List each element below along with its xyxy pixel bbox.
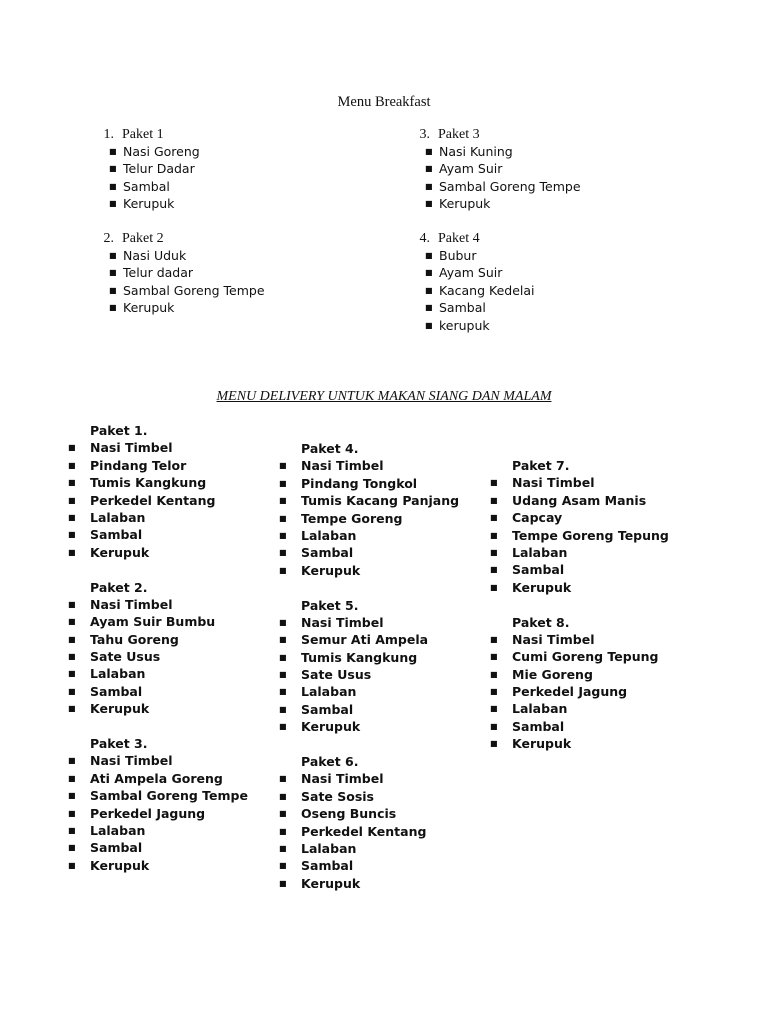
bullet-icon: ■ — [490, 652, 498, 662]
breakfast-item-list — [410, 247, 535, 334]
bullet-icon: ■ — [279, 461, 287, 471]
list-item: ■ Perkedel Kentang — [68, 492, 216, 508]
bullet-icon: ■ — [425, 268, 433, 278]
breakfast-package-name: Paket 3 — [438, 127, 480, 142]
delivery-title: MENU DELIVERY UNTUK MAKAN SIANG DAN MALAM — [216, 389, 552, 404]
list-item: ■ Nasi Timbel — [490, 631, 595, 647]
delivery-item-list — [279, 457, 499, 579]
list-item: ■ Sambal — [109, 178, 170, 194]
breakfast-item-list — [410, 143, 581, 213]
delivery-column-3 — [490, 457, 710, 753]
list-item: ■ Semur Ati Ampela — [279, 632, 429, 648]
bullet-icon: ■ — [68, 791, 76, 801]
breakfast-package-4 — [410, 230, 535, 334]
breakfast-package-header — [94, 230, 265, 247]
list-item: ■ Cumi Goreng Tepung — [490, 649, 659, 665]
bullet-icon: ■ — [68, 634, 76, 644]
delivery-package-name: Paket 5. — [301, 597, 359, 613]
bullet-icon: ■ — [109, 199, 117, 209]
list-item: ■ Sambal — [279, 858, 354, 874]
bullet-icon: ■ — [490, 530, 498, 540]
bullet-icon: ■ — [490, 478, 498, 488]
delivery-package-name: Paket 8. — [512, 614, 570, 630]
bullet-icon: ■ — [279, 478, 287, 488]
list-item: ■ Kerupuk — [279, 562, 361, 578]
bullet-icon: ■ — [279, 530, 287, 540]
bullet-icon: ■ — [425, 320, 433, 330]
list-item: ■ Sambal — [490, 718, 565, 734]
list-item: ■ Nasi Timbel — [279, 614, 384, 630]
breakfast-package-header — [410, 230, 535, 247]
bullet-icon: ■ — [279, 652, 287, 662]
bullet-icon: ■ — [68, 652, 76, 662]
breakfast-package-name: Paket 2 — [122, 231, 164, 246]
list-item: ■ Nasi Timbel — [279, 771, 384, 787]
list-item: ■ Sambal — [279, 545, 354, 561]
bullet-icon: ■ — [68, 460, 76, 470]
list-item: ■ Kerupuk — [279, 719, 361, 735]
bullet-icon: ■ — [109, 251, 117, 260]
bullet-icon: ■ — [279, 861, 287, 871]
bullet-icon: ■ — [425, 285, 433, 295]
bullet-icon: ■ — [490, 634, 498, 644]
breakfast-item-list — [94, 143, 200, 213]
bullet-icon: ■ — [279, 635, 287, 645]
delivery-package-3 — [68, 735, 288, 874]
delivery-package-name: Paket 1. — [90, 423, 148, 438]
list-item: ■ Oseng Buncis — [279, 806, 397, 822]
breakfast-package-number: 4. — [419, 231, 430, 246]
list-item: ■ Tahu Goreng — [68, 631, 179, 647]
delivery-package-name: Paket 3. — [90, 736, 148, 752]
delivery-package-5 — [279, 597, 499, 736]
breakfast-package-header — [94, 126, 200, 143]
delivery-item-list — [490, 474, 710, 596]
list-item: ■ Sambal — [68, 683, 143, 699]
bullet-icon: ■ — [279, 774, 287, 784]
bullet-icon: ■ — [68, 825, 76, 835]
list-item: ■ Sambal — [279, 701, 354, 717]
list-item: ■ Kerupuk — [490, 736, 572, 752]
bullet-icon: ■ — [490, 687, 498, 697]
delivery-item-list — [490, 631, 710, 753]
bullet-icon: ■ — [279, 670, 287, 680]
bullet-icon: ■ — [425, 147, 433, 156]
breakfast-package-3 — [410, 126, 581, 213]
bullet-icon: ■ — [425, 199, 433, 209]
list-item: ■ Sate Usus — [68, 649, 161, 665]
list-item: ■ Sambal — [425, 300, 486, 316]
list-item: ■ Nasi Goreng — [109, 144, 200, 159]
bullet-icon: ■ — [68, 530, 76, 540]
list-item: ■ Lalaban — [490, 701, 568, 717]
bullet-icon: ■ — [68, 478, 76, 488]
list-item: ■ Ayam Suir — [425, 265, 503, 281]
bullet-icon: ■ — [109, 268, 117, 278]
list-item: ■ Kerupuk — [68, 544, 150, 560]
delivery-package-name: Paket 6. — [301, 754, 359, 770]
delivery-package-name: Paket 2. — [90, 579, 148, 595]
list-item: ■ Lalaban — [279, 684, 357, 700]
list-item: ■ Lalaban — [68, 509, 146, 525]
list-item: ■ Sambal — [68, 840, 143, 856]
list-item: ■ Sambal Goreng Tempe — [425, 178, 581, 194]
breakfast-package-number: 1. — [103, 127, 114, 142]
bullet-icon: ■ — [279, 809, 287, 819]
list-item: ■ Ayam Suir Bumbu — [68, 614, 216, 630]
list-item: ■ Bubur — [425, 248, 477, 263]
bullet-icon: ■ — [279, 843, 287, 853]
delivery-column-2 — [279, 440, 499, 892]
list-item: ■ Tempe Goreng — [279, 510, 403, 526]
bullet-icon: ■ — [109, 164, 117, 174]
bullet-icon: ■ — [279, 687, 287, 697]
list-item: ■ Nasi Timbel — [68, 440, 173, 456]
list-item: ■ Lalaban — [68, 822, 146, 838]
bullet-icon: ■ — [109, 285, 117, 295]
bullet-icon: ■ — [490, 565, 498, 575]
breakfast-package-1 — [94, 126, 200, 213]
bullet-icon: ■ — [68, 669, 76, 679]
list-item: ■ Ati Ampela Goreng — [68, 770, 223, 786]
delivery-package-4 — [279, 440, 499, 579]
breakfast-package-name: Paket 4 — [438, 231, 480, 246]
bullet-icon: ■ — [490, 704, 498, 714]
bullet-icon: ■ — [490, 739, 498, 749]
list-item: ■ Telur Dadar — [109, 161, 195, 177]
bullet-icon: ■ — [425, 181, 433, 191]
breakfast-package-header — [410, 126, 581, 143]
breakfast-package-name: Paket 1 — [122, 127, 164, 142]
bullet-icon: ■ — [68, 843, 76, 853]
list-item: ■ Capcay — [490, 510, 563, 526]
delivery-package-8 — [490, 614, 710, 753]
list-item: ■ Udang Asam Manis — [490, 492, 647, 508]
bullet-icon: ■ — [279, 548, 287, 558]
list-item: ■ Nasi Uduk — [109, 248, 187, 263]
delivery-item-list — [68, 596, 288, 718]
list-item: ■ Ayam Suir — [425, 161, 503, 177]
list-item: ■ Kerupuk — [279, 875, 361, 891]
list-item: ■ Sambal Goreng Tempe — [68, 788, 248, 804]
bullet-icon: ■ — [279, 704, 287, 714]
list-item: ■ Tumis Kangkung — [279, 649, 418, 665]
bullet-icon: ■ — [490, 582, 498, 592]
breakfast-item-list — [94, 247, 265, 317]
list-item: ■ Sate Sosis — [279, 788, 374, 804]
list-item: ■ Kerupuk — [425, 196, 491, 212]
bullet-icon: ■ — [68, 860, 76, 870]
list-item: ■ Lalaban — [490, 544, 568, 560]
bullet-icon: ■ — [279, 878, 287, 888]
bullet-icon: ■ — [279, 565, 287, 575]
bullet-icon: ■ — [279, 513, 287, 523]
delivery-item-list — [279, 770, 499, 892]
list-item: ■ Kerupuk — [68, 701, 150, 717]
delivery-item-list — [68, 752, 288, 874]
bullet-icon: ■ — [279, 826, 287, 836]
list-item: ■ kerupuk — [425, 317, 490, 333]
list-item: ■ Nasi Timbel — [279, 458, 384, 474]
delivery-package-1 — [68, 422, 288, 561]
bullet-icon: ■ — [68, 686, 76, 696]
bullet-icon: ■ — [279, 617, 287, 627]
list-item: ■ Sambal — [490, 562, 565, 578]
delivery-item-list — [279, 614, 499, 736]
delivery-column-1 — [68, 422, 288, 874]
list-item: ■ Kerupuk — [68, 857, 150, 873]
list-item: ■ Nasi Timbel — [68, 753, 173, 769]
delivery-package-name: Paket 7. — [512, 458, 570, 473]
list-item: ■ Tumis Kangkung — [68, 475, 207, 491]
list-item: ■ Perkedel Jagung — [68, 805, 206, 821]
bullet-icon: ■ — [68, 599, 76, 609]
delivery-package-2 — [68, 579, 288, 718]
list-item: ■ Tumis Kacang Panjang — [279, 493, 460, 509]
list-item: ■ Kerupuk — [109, 300, 175, 316]
bullet-icon: ■ — [68, 495, 76, 505]
bullet-icon: ■ — [425, 303, 433, 313]
bullet-icon: ■ — [490, 495, 498, 505]
list-item: ■ Telur dadar — [109, 265, 194, 281]
bullet-icon: ■ — [490, 547, 498, 557]
list-item: ■ Pindang Tongkol — [279, 475, 418, 491]
bullet-icon: ■ — [68, 512, 76, 522]
bullet-icon: ■ — [279, 722, 287, 732]
list-item: ■ Lalaban — [279, 840, 357, 856]
bullet-icon: ■ — [425, 164, 433, 174]
delivery-package-7 — [490, 457, 710, 596]
list-item: ■ Sate Usus — [279, 667, 372, 683]
bullet-icon: ■ — [490, 721, 498, 731]
bullet-icon: ■ — [68, 773, 76, 783]
bullet-icon: ■ — [425, 251, 433, 260]
delivery-package-6 — [279, 753, 499, 892]
delivery-package-name: Paket 4. — [301, 441, 359, 456]
bullet-icon: ■ — [109, 181, 117, 191]
list-item: ■ Tempe Goreng Tepung — [490, 527, 669, 543]
list-item: ■ Sambal Goreng Tempe — [109, 282, 265, 298]
list-item: ■ Kacang Kedelai — [425, 282, 535, 298]
bullet-icon: ■ — [490, 669, 498, 679]
breakfast-title: Menu Breakfast — [337, 94, 431, 110]
delivery-item-list — [68, 439, 288, 561]
bullet-icon: ■ — [68, 443, 76, 453]
list-item: ■ Nasi Timbel — [68, 596, 173, 612]
breakfast-package-number: 3. — [419, 127, 430, 142]
bullet-icon: ■ — [279, 791, 287, 801]
breakfast-package-2 — [94, 230, 265, 317]
bullet-icon: ■ — [68, 617, 76, 627]
list-item: ■ Perkedel Kentang — [279, 823, 427, 839]
bullet-icon: ■ — [109, 147, 117, 156]
list-item: ■ Sambal — [68, 527, 143, 543]
list-item: ■ Kerupuk — [490, 579, 572, 595]
bullet-icon: ■ — [490, 513, 498, 523]
list-item: ■ Pindang Telor — [68, 457, 187, 473]
bullet-icon: ■ — [109, 303, 117, 313]
list-item: ■ Mie Goreng — [490, 666, 593, 682]
bullet-icon: ■ — [68, 756, 76, 766]
bullet-icon: ■ — [68, 547, 76, 557]
list-item: ■ Lalaban — [279, 527, 357, 543]
list-item: ■ Lalaban — [68, 666, 146, 682]
list-item: ■ Nasi Kuning — [425, 144, 513, 159]
list-item: ■ Kerupuk — [109, 196, 175, 212]
list-item: ■ Perkedel Jagung — [490, 684, 628, 700]
list-item: ■ Nasi Timbel — [490, 475, 595, 491]
bullet-icon: ■ — [68, 808, 76, 818]
breakfast-package-number: 2. — [103, 231, 114, 246]
bullet-icon: ■ — [279, 496, 287, 506]
bullet-icon: ■ — [68, 704, 76, 714]
